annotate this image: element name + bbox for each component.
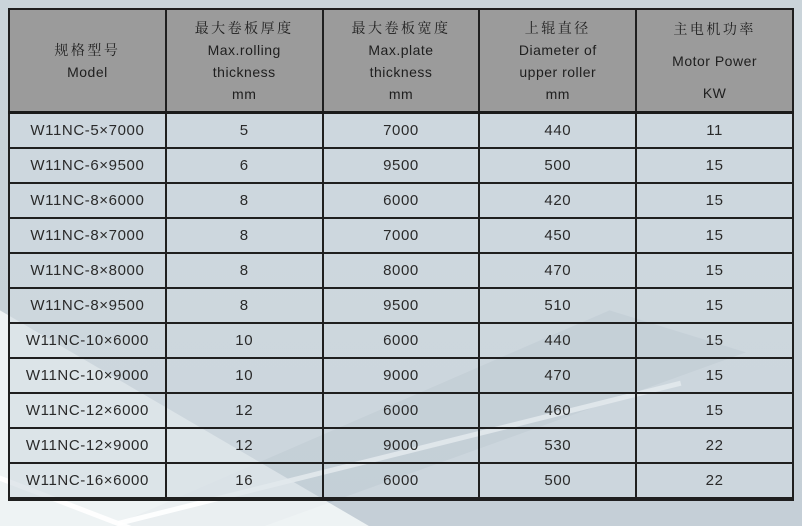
table-row — [9, 428, 793, 463]
cell-width: 7000 — [323, 113, 480, 149]
table-header — [9, 9, 793, 113]
cell-power: 15 — [636, 218, 793, 253]
cell-roller-diameter: 440 — [479, 323, 636, 358]
header-label-en: upper roller — [519, 63, 597, 80]
spec-table — [8, 8, 794, 501]
table-row — [9, 288, 793, 323]
cell-roller-diameter: 500 — [479, 463, 636, 499]
cell-roller-diameter: 470 — [479, 253, 636, 288]
header-label-zh: 规格型号 — [54, 41, 121, 58]
cell-model: W11NC-8×6000 — [9, 183, 166, 218]
cell-width: 6000 — [323, 463, 480, 499]
table-row — [9, 183, 793, 218]
cell-power: 15 — [636, 393, 793, 428]
table-row — [9, 113, 793, 149]
cell-power: 11 — [636, 113, 793, 149]
cell-model: W11NC-8×8000 — [9, 253, 166, 288]
cell-thickness: 8 — [166, 253, 323, 288]
cell-roller-diameter: 530 — [479, 428, 636, 463]
table-row — [9, 393, 793, 428]
header-label-unit: KW — [702, 84, 727, 101]
cell-model: W11NC-10×6000 — [9, 323, 166, 358]
header-label-en: Motor Power — [672, 52, 758, 69]
cell-model: W11NC-8×9500 — [9, 288, 166, 323]
cell-model: W11NC-10×9000 — [9, 358, 166, 393]
cell-power: 22 — [636, 428, 793, 463]
cell-width: 7000 — [323, 218, 480, 253]
header-label-en: Diameter of — [518, 41, 597, 58]
cell-model: W11NC-16×6000 — [9, 463, 166, 499]
header-label-en: Max.rolling — [207, 41, 281, 58]
cell-power: 15 — [636, 148, 793, 183]
cell-thickness: 8 — [166, 218, 323, 253]
cell-power: 15 — [636, 253, 793, 288]
cell-roller-diameter: 420 — [479, 183, 636, 218]
cell-roller-diameter: 510 — [479, 288, 636, 323]
cell-thickness: 10 — [166, 358, 323, 393]
cell-thickness: 16 — [166, 463, 323, 499]
header-label-en: Max.plate — [368, 41, 434, 58]
header-row — [9, 9, 793, 113]
table-row — [9, 323, 793, 358]
cell-width: 9000 — [323, 358, 480, 393]
cell-roller-diameter: 460 — [479, 393, 636, 428]
col-header-max-plate-width — [323, 9, 480, 113]
cell-model: W11NC-6×9500 — [9, 148, 166, 183]
cell-width: 9000 — [323, 428, 480, 463]
cell-thickness: 8 — [166, 288, 323, 323]
header-label-en: Model — [67, 63, 108, 80]
cell-model: W11NC-12×6000 — [9, 393, 166, 428]
cell-model: W11NC-8×7000 — [9, 218, 166, 253]
cell-width: 6000 — [323, 323, 480, 358]
header-label-zh: 主电机功率 — [673, 20, 756, 37]
cell-power: 15 — [636, 288, 793, 323]
cell-width: 6000 — [323, 183, 480, 218]
table-row — [9, 253, 793, 288]
table-row — [9, 358, 793, 393]
header-label-unit: mm — [388, 85, 414, 102]
cell-thickness: 12 — [166, 428, 323, 463]
cell-roller-diameter: 470 — [479, 358, 636, 393]
cell-width: 9500 — [323, 148, 480, 183]
header-label-unit: mm — [545, 85, 570, 102]
cell-roller-diameter: 500 — [479, 148, 636, 183]
header-label-zh: 最大卷板宽度 — [351, 19, 451, 36]
cell-thickness: 6 — [166, 148, 323, 183]
table-row — [9, 463, 793, 499]
cell-thickness: 12 — [166, 393, 323, 428]
cell-thickness: 10 — [166, 323, 323, 358]
cell-power: 15 — [636, 183, 793, 218]
cell-model: W11NC-12×9000 — [9, 428, 166, 463]
col-header-motor-power — [636, 9, 793, 113]
header-label-unit: mm — [232, 85, 257, 102]
cell-width: 8000 — [323, 253, 480, 288]
header-label-en: thickness — [369, 63, 433, 80]
cell-thickness: 8 — [166, 183, 323, 218]
header-label-en: thickness — [212, 63, 276, 80]
cell-roller-diameter: 440 — [479, 113, 636, 149]
cell-width: 9500 — [323, 288, 480, 323]
cell-thickness: 5 — [166, 113, 323, 149]
col-header-upper-roller-diameter — [479, 9, 636, 113]
cell-width: 6000 — [323, 393, 480, 428]
cell-power: 22 — [636, 463, 793, 499]
table-row — [9, 218, 793, 253]
col-header-model — [9, 9, 166, 113]
table-body — [9, 113, 793, 500]
col-header-max-rolling-thickness — [166, 9, 323, 113]
cell-power: 15 — [636, 323, 793, 358]
cell-model: W11NC-5×7000 — [9, 113, 166, 149]
header-label-zh: 最大卷板厚度 — [194, 19, 294, 36]
header-label-zh: 上辊直径 — [524, 19, 591, 36]
table-row — [9, 148, 793, 183]
cell-roller-diameter: 450 — [479, 218, 636, 253]
cell-power: 15 — [636, 358, 793, 393]
